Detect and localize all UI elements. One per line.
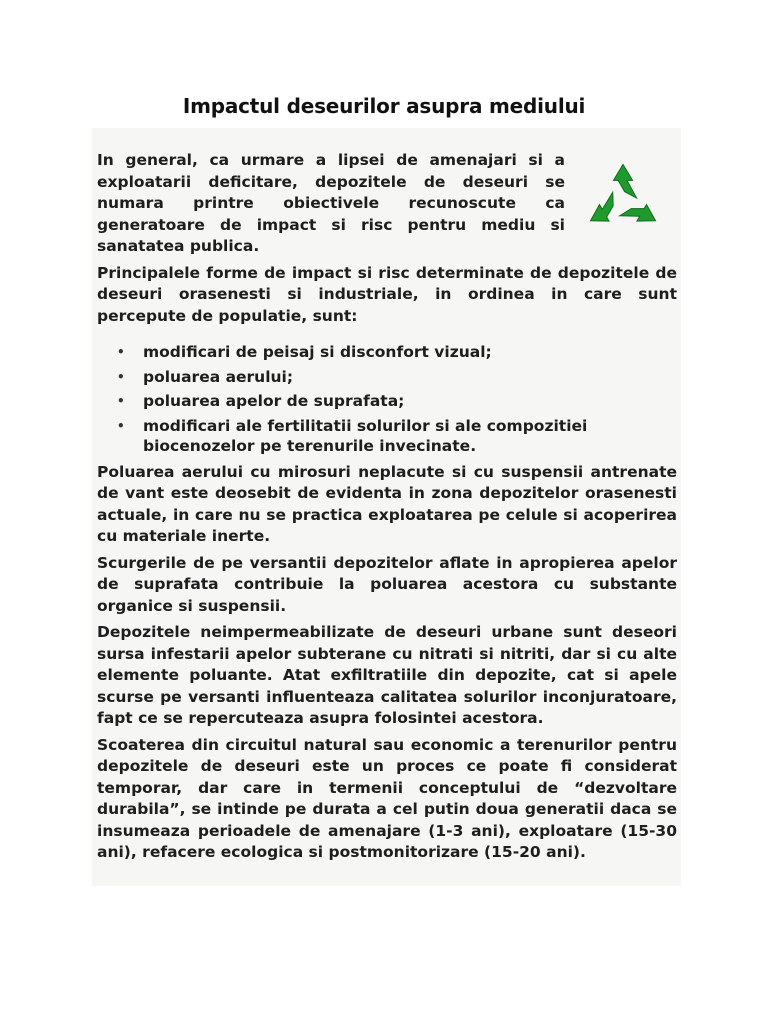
- list-item: [117, 416, 677, 457]
- list-item-text: modificari de peisaj si disconfort vizual;: [143, 343, 492, 361]
- bullet: •: [117, 394, 125, 408]
- list-item: [117, 342, 677, 363]
- text-column: [97, 150, 677, 869]
- list-item-text: poluarea apelor de suprafata;: [143, 392, 405, 410]
- list-item-text: poluarea aerului;: [143, 367, 294, 386]
- intro-paragraph: In general, ca urmare a lipsei de amenajari si a exploatarii deficitare, depozitele de deseuri se numara printre obiectivele recunoscute ca generatoare de impact si risc pentru mediu si sanatatea publica.: [97, 151, 565, 255]
- recycle-icon: [583, 158, 663, 238]
- paragraph-land-use: Scoaterea din circuitul natural sau economic a terenurilor pentru depozitele de deseuri este un proces ce poate fi considerat temporar, dar care in termenii conceptului de “dezvoltare durabila”, se intinde pe durata a cel putin doua generatii daca se insumeaza perioadele de amenajare (1-3 ani), exploatare (15-30 ani), refacere ecologica si postmonitorizare (15-20 ani).: [97, 735, 677, 861]
- page-title: Impactul deseurilor asupra mediului: [182, 94, 586, 118]
- bullet: •: [117, 418, 125, 433]
- intro-section: [97, 150, 677, 263]
- paragraph-groundwater: Depozitele neimpermeabilizate de deseuri urbane sunt deseori sursa infestarii apelor subterane cu nitrati si nitriti, dar si cu alte elemente poluante. Atat exfiltratiile din depozite, cat si apele scurse pe versanti influenteaza calitatea solurilor inconjuratoare, fapt ce se repercuteaza asupra folosintei acestora.: [97, 623, 677, 727]
- document-body: [92, 128, 681, 886]
- paragraph-forms: Principalele forme de impact si risc determinate de depozitele de deseuri orasenesti si industriale, in ordinea in care sunt percepute de populatie, sunt:: [97, 263, 677, 325]
- list-item: [117, 391, 677, 412]
- paragraph-air-pollution: Poluarea aerului cu mirosuri neplacute si cu suspensii antrenate de vant este deosebit de evidenta in zona depozitelor orasenesti actuale, in care nu se practica exploatarea pe celule si acoperirea cu materiale inerte.: [97, 462, 677, 545]
- bullet: •: [117, 369, 125, 384]
- list-item-text: modificari ale fertilitatii solurilor si ale compozitiei biocenozelor pe terenurile invecinate.: [143, 416, 588, 455]
- list-item: [117, 367, 677, 388]
- bullet: •: [117, 345, 125, 359]
- impact-list: [97, 342, 677, 457]
- paragraph-runoff: Scurgerile de pe versantii depozitelor aflate in apropierea apelor de suprafata contribuie la poluarea acestora cu substante organice si suspensii.: [97, 553, 677, 615]
